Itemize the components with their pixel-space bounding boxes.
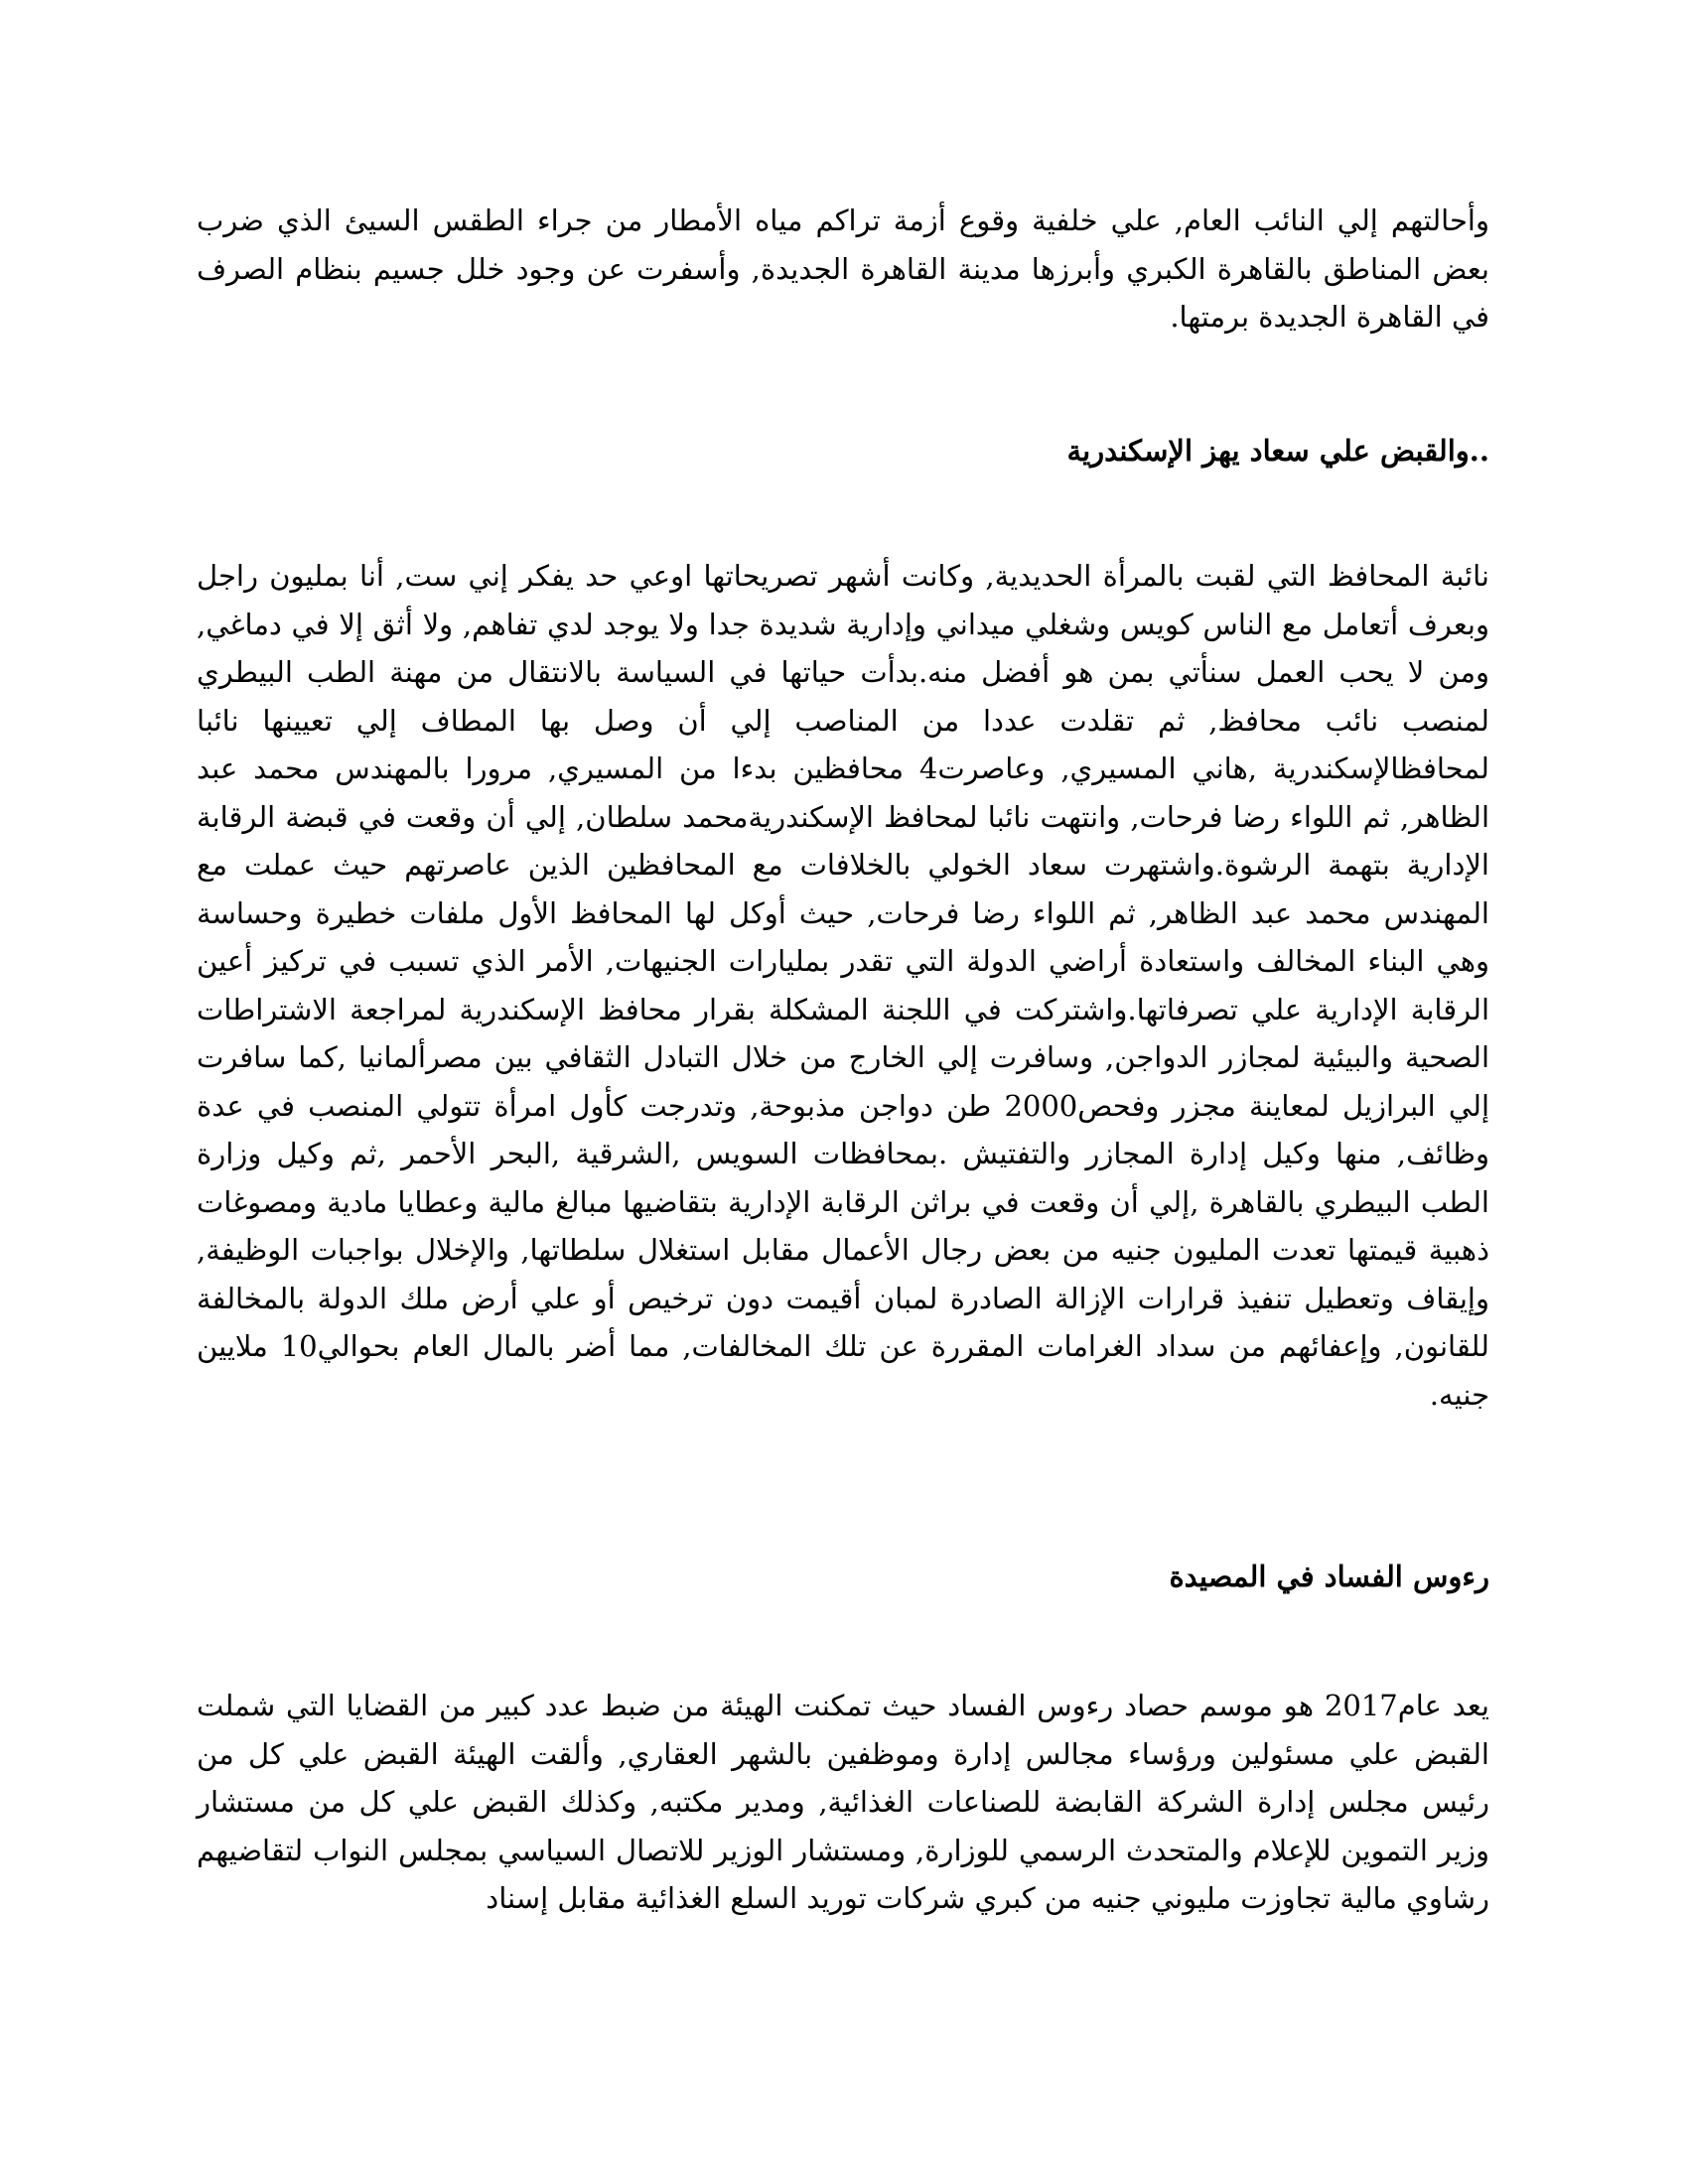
paragraph-3: يعد عام2017 هو موسم حصاد رءوس الفساد حيث تمكنت الهيئة من ضبط عدد كبير من القضايا التي شملت القبض علي مسئولين ورؤساء مجالس إدارة وموظفين بالشهر العقاري, وألقت الهيئة القبض علي كل من رئيس مجلس إدارة الشركة القابضة للصناعات الغذائية, ومدير مكتبه, وكذلك القبض علي كل من مستشار وزير التموين للإعلام والمتحدث الرسمي للوزارة, ومستشار الوزير للاتصال السياسي بمجلس النواب لتقاضيهم رشاوي مالية تجاوزت مليوني جنيه من كبري شركات توريد السلع الغذائية مقابل إسناد xyxy=(197,1689,1489,1915)
section-heading-alexandria: ..والقبض علي سعاد يهز الإسكندرية xyxy=(1066,434,1489,468)
paragraph-1: وأحالتهم إلي النائب العام, علي خلفية وقوع أزمة تراكم مياه الأمطار من جراء الطقس السيئ الذي ضرب بعض المناطق بالقاهرة الكبري وأبرزها مدينة القاهرة الجديدة, وأسفرت عن وجود خلل جسيم بنظام الصرف في القاهرة الجديدة برمتها. xyxy=(197,204,1489,334)
paragraph-2: نائبة المحافظ التي لقبت بالمرأة الحديدية, وكانت أشهر تصريحاتها اوعي حد يفكر إني ست, أنا بمليون راجل وبعرف أتعامل مع الناس كويس وشغلي ميداني وإدارية شديدة جدا ولا يوجد لدي تفاهم, ولا أثق إلا في دماغي, ومن لا يحب العمل سنأتي بمن هو أفضل منه.بدأت حياتها في السياسة بالانتقال من مهنة الطب البيطري لمنصب نائب محافظ, ثم تقلدت عددا من المناصب إلي أن وصل بها المطاف إلي تعيينها نائبا لمحافظالإسكندرية ,هاني المسيري, وعاصرت4 محافظين بدءا من المسيري, مرورا بالمهندس محمد عبد الظاهر, ثم اللواء رضا فرحات, وانتهت نائبا لمحافظ الإسكندريةمحمد سلطان, إلي أن وقعت في قبضة الرقابة الإدارية بتهمة الرشوة.واشتهرت سعاد الخولي بالخلافات مع المحافظين الذين عاصرتهم حيث عملت مع المهندس محمد عبد الظاهر, ثم اللواء رضا فرحات, حيث أوكل لها المحافظ الأول ملفات خطيرة وحساسة وهي البناء المخالف واستعادة أراضي الدولة التي تقدر بمليارات الجنيهات, الأمر الذي تسبب في تركيز أعين الرقابة الإدارية علي تصرفاتها.واشتركت في اللجنة المشكلة بقرار محافظ الإسكندرية لمراجعة الاشتراطات الصحية والبيئية لمجازر الدواجن, وسافرت إلي الخارج من خلال التبادل الثقافي بين مصرألمانيا ,كما سافرت إلي البرازيل لمعاينة مجزر وفحص2000 طن دواجن مذبوحة, وتدرجت كأول امرأة تتولي المنصب في عدة وظائف, منها وكيل إدارة المجازر والتفتيش .بمحافظات السويس ,الشرقية ,البحر الأحمر ,ثم وكيل وزارة الطب البيطري بالقاهرة ,إلي أن وقعت في براثن الرقابة الإدارية بتقاضيها مبالغ مالية وعطايا مادية ومصوغات ذهبية قيمتها تعدت المليون جنيه من بعض رجال الأعمال مقابل استغلال سلطاتها, والإخلال بواجبات الوظيفة, وإيقاف وتعطيل تنفيذ قرارات الإزالة الصادرة لمبان أقيمت دون ترخيص أو علي أرض ملك الدولة بالمخالفة للقانون, وإعفائهم من سداد الغرامات المقررة عن تلك المخالفات, مما أضر بالمال العام بحوالي10 ملايين جنيه. xyxy=(197,559,1489,1412)
section-heading-corruption: رءوس الفساد في المصيدة xyxy=(1169,1560,1489,1593)
